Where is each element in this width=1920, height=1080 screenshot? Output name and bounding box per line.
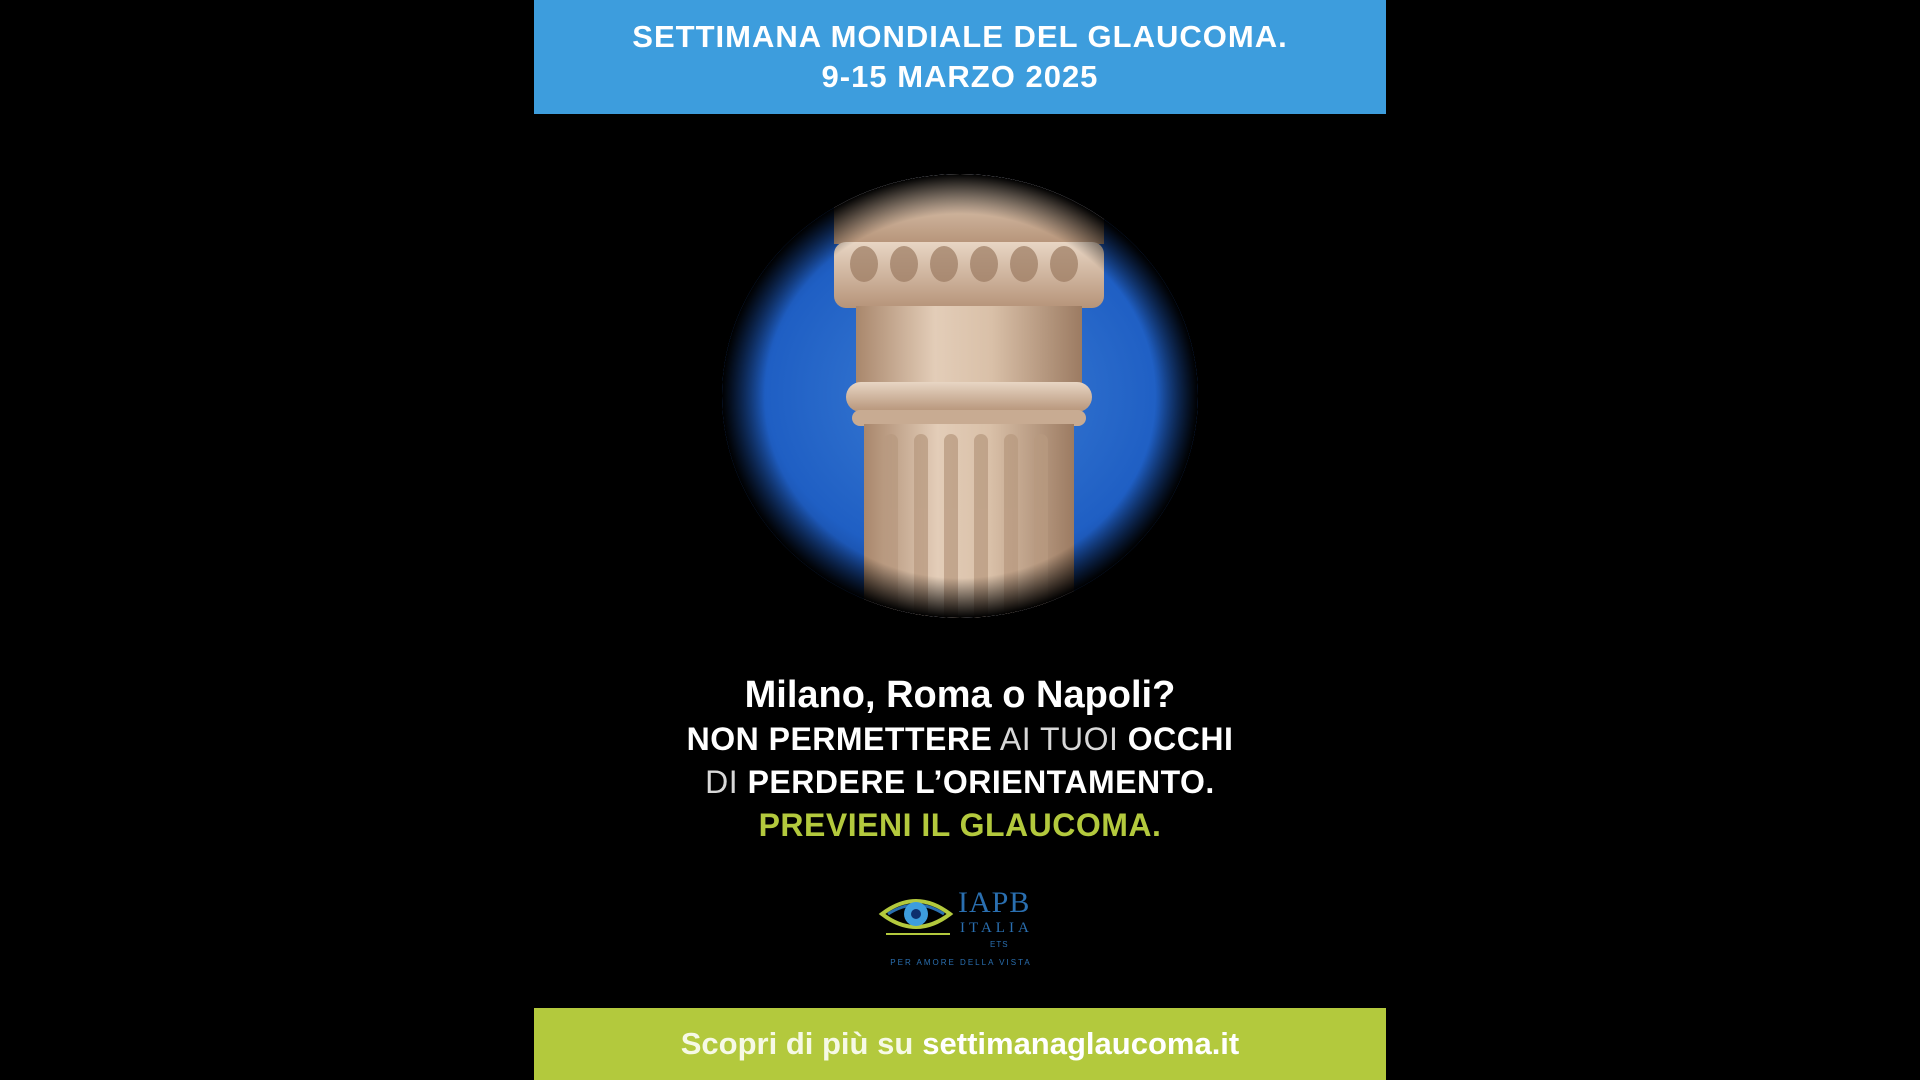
message-line-1 — [534, 718, 1386, 761]
logo-name: IAPB — [958, 886, 1031, 919]
line1-part-4: OCCHI — [1118, 721, 1234, 757]
campaign-poster — [534, 0, 1386, 1080]
call-to-action: PREVIENI IL GLAUCOMA. — [758, 807, 1162, 843]
top-banner — [534, 0, 1386, 114]
eye-logo-icon — [876, 884, 956, 944]
banner-dates: 9-15 MARZO 2025 — [821, 59, 1099, 94]
logo-tagline: PER AMORE DELLA VISTA — [890, 958, 1032, 967]
line1-part-3: TUOI — [1039, 721, 1119, 757]
bottom-banner-prefix: Scopri di più su — [680, 1026, 914, 1061]
logo-ets: ETS — [990, 940, 1009, 949]
headline-question: Milano, Roma o Napoli? — [744, 674, 1176, 716]
website-link[interactable]: settimanaglaucoma.it — [922, 1026, 1240, 1061]
bottom-banner[interactable] — [534, 1008, 1386, 1080]
logo-subtitle: ITALIA — [960, 920, 1033, 936]
line1-part-1: NON PERMETTERE — [686, 721, 993, 757]
column-image — [534, 114, 1386, 634]
message-line-2 — [534, 761, 1386, 804]
line2-part-2: PERDERE L’ORIENTAMENTO. — [747, 764, 1215, 800]
banner-title: SETTIMANA MONDIALE DEL GLAUCOMA. — [632, 19, 1288, 54]
campaign-message — [534, 672, 1386, 847]
line1-part-2: AI — [992, 721, 1040, 757]
line2-part-1: DI — [705, 764, 748, 800]
iapb-logo — [876, 884, 1046, 974]
column-peephole-image — [534, 114, 1386, 634]
